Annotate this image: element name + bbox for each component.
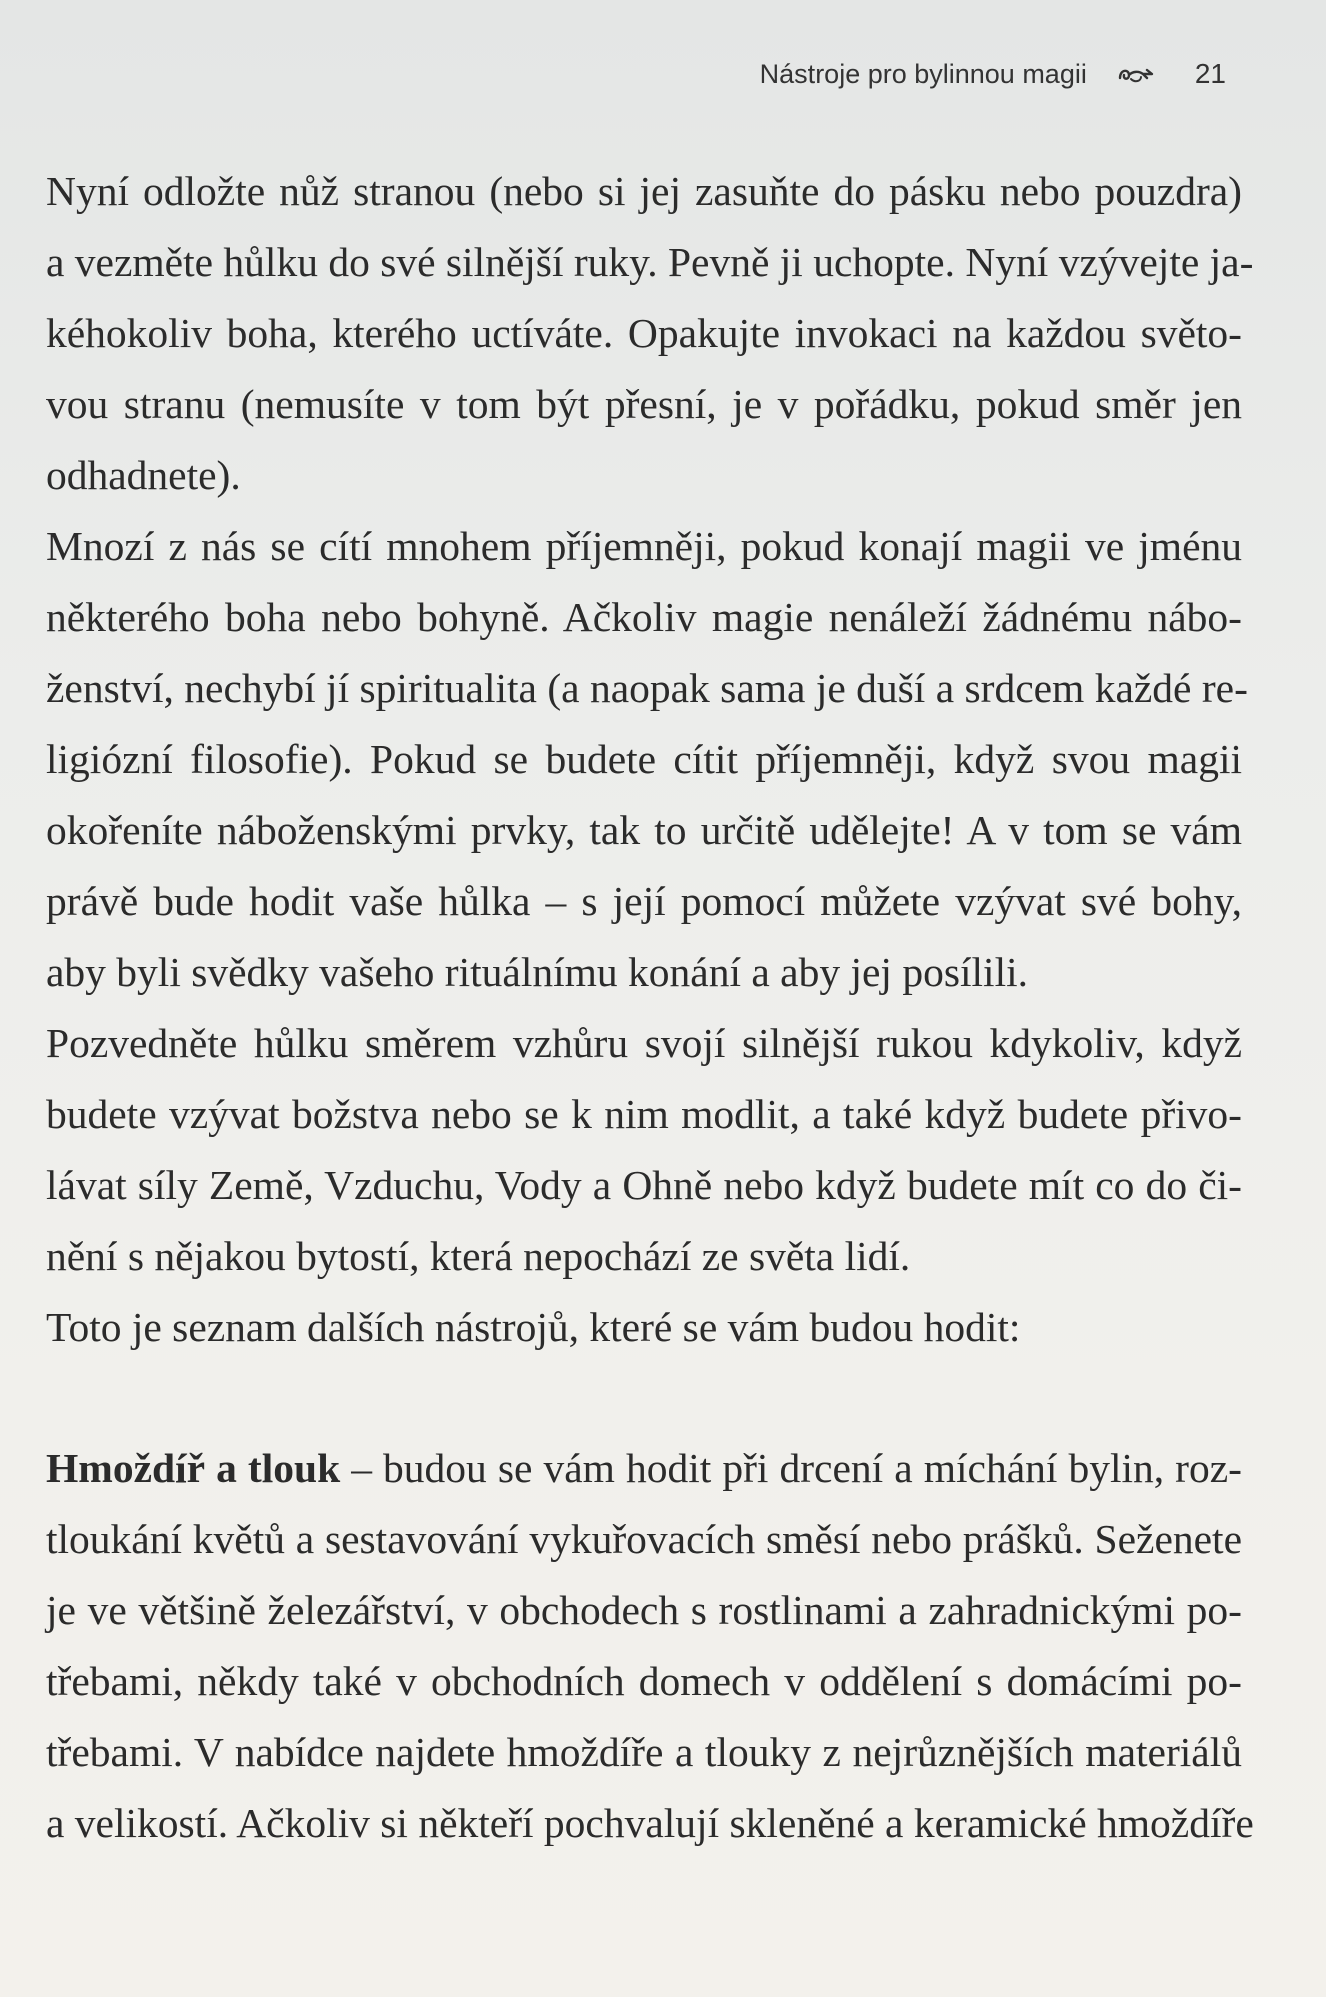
text-line: Mnozí z nás se cítí mnohem příjemněji, pokud konají magii ve jménu bbox=[46, 523, 1242, 569]
paragraph-1 bbox=[46, 156, 1254, 511]
text-line: a vezměte hůlku do své silnější ruky. Pevně ji uchopte. Nyní vzývejte ja- bbox=[46, 239, 1254, 285]
text-line: některého boha nebo bohyně. Ačkoliv magie nenáleží žádnému nábo- bbox=[46, 594, 1242, 640]
text-line: odhadnete). bbox=[46, 452, 241, 498]
ornament-icon bbox=[1117, 61, 1155, 87]
text-line: Nyní odložte nůž stranou (nebo si jej zasuňte do pásku nebo pouzdra) bbox=[46, 168, 1242, 214]
text-line: Pozvedněte hůlku směrem vzhůru svojí silnější rukou kdykoliv, když bbox=[46, 1020, 1242, 1066]
text-line: třebami. V nabídce najdete hmoždíře a tlouky z nejrůznějších materiálů bbox=[46, 1729, 1242, 1775]
text-line: ligiózní filosofie). Pokud se budete cítit příjemněji, když svou magii bbox=[46, 736, 1242, 782]
entry-definition-start: – budou se vám hodit při drcení a míchání bylin, roz- bbox=[340, 1445, 1242, 1491]
text-line: lávat síly Země, Vzduchu, Vody a Ohně nebo když budete mít co do či- bbox=[46, 1162, 1242, 1208]
section-gap bbox=[46, 1363, 1242, 1433]
text-line: třebami, někdy také v obchodních domech v oddělení s domácími po- bbox=[46, 1658, 1242, 1704]
page-number: 21 bbox=[1194, 58, 1226, 89]
text-line: nění s nějakou bytostí, která nepochází ze světa lidí. bbox=[46, 1233, 911, 1279]
text-line: ženství, nechybí jí spiritualita (a naopak sama je duší a srdcem každé re- bbox=[46, 665, 1248, 711]
body-text bbox=[46, 156, 1254, 1859]
glossary-entry bbox=[46, 1433, 1254, 1859]
entry-first-line bbox=[46, 1433, 1242, 1504]
text-line: aby byli svědky vašeho rituálnímu konání a aby jej posílili. bbox=[46, 949, 1028, 995]
text-line: právě bude hodit vaše hůlka – s její pomocí můžete vzývat své bohy, bbox=[46, 878, 1242, 924]
paragraph-3 bbox=[46, 1008, 1242, 1292]
running-head bbox=[760, 58, 1226, 90]
text-line: a velikostí. Ačkoliv si někteří pochvalují skleněné a keramické hmoždíře bbox=[46, 1800, 1254, 1846]
text-line: tloukání květů a sestavování vykuřovacích směsí nebo prášků. Seženete bbox=[46, 1516, 1242, 1562]
entry-term: Hmoždíř a tlouk bbox=[46, 1445, 341, 1491]
paragraph-2 bbox=[46, 511, 1248, 1008]
text-line: Toto je seznam dalších nástrojů, které se vám budou hodit: bbox=[46, 1304, 1021, 1350]
text-line: budete vzývat božstva nebo se k nim modlit, a také když budete přivo- bbox=[46, 1091, 1242, 1137]
text-line: kéhokoliv boha, kterého uctíváte. Opakujte invokaci na každou světo- bbox=[46, 310, 1242, 356]
running-title: Nástroje pro bylinnou magii bbox=[759, 58, 1087, 89]
paragraph-4 bbox=[46, 1292, 1242, 1363]
text-line: je ve většině železářství, v obchodech s rostlinami a zahradnickými po- bbox=[46, 1587, 1242, 1633]
text-line: vou stranu (nemusíte v tom být přesní, je v pořádku, pokud směr jen bbox=[46, 381, 1242, 427]
text-line: okořeníte náboženskými prvky, tak to určitě udělejte! A v tom se vám bbox=[46, 807, 1242, 853]
